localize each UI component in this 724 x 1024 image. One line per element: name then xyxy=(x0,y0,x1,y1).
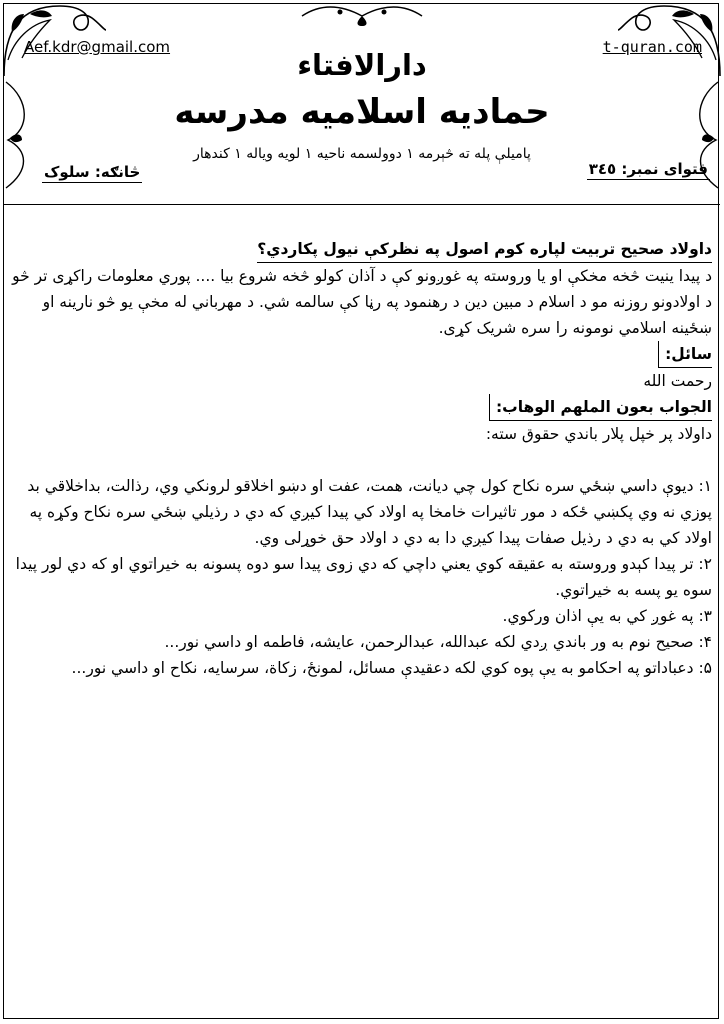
answer-point: ۳: په غوږ کي به یې اذان ورکوي. xyxy=(502,607,712,625)
top-center-ornament-icon xyxy=(300,2,424,28)
answer-point: ۲: تر پیدا کېدو وروسته به عقیقه کوي یعني داچي که دي زوی پیدا سو دوه پسونه به خیراتوي او که دي لور پیدا سوه یو پسه به خیراتوي. xyxy=(15,555,712,599)
page-title-dar-al-ifta: دارالافتاء xyxy=(297,48,427,82)
header-divider xyxy=(4,204,720,205)
fatwa-body xyxy=(10,236,712,681)
answer-point: ۱: دیوې داسي ښځي سره نکاح کول چي دیانت، همت، عفت او دښو اخلاقو لرونکي وي، رذالت، بداخلاقي بد پوزي نه وي پکښي ځکه د مور تاثیرات خامخا په اولاد کي پیدا کیږي که دي د رذیلي ښځي سره نکاح وکړه په اولاد کي به دي د رذیل صفات پیدا کیږي دا به دي د اولاد حق خوړلی وي. xyxy=(27,477,712,547)
answer-heading: الجواب بعون الملهم الوهاب: xyxy=(489,394,712,421)
section-label: څانګه: سلوک xyxy=(44,163,141,181)
fatwa-number: فتوای نمبر: ٣٤٥ xyxy=(588,160,708,178)
answer-point: ۴: صحیح نوم به ور باندي ږدي لکه عبدالله، عبدالرحمن، عایشه، فاطمه او داسي نور... xyxy=(164,633,712,651)
answer-point: ۵: دعباداتو په احکامو به یې پوه کوي لکه دعقیدې مسائل، لمونځ، زکاة، سرسایه، نکاح او داسي نور... xyxy=(71,659,712,677)
email-address[interactable]: Aef.kdr@gmail.com xyxy=(24,38,171,56)
madrasa-address: پاميلې پله ته څېرمه ١ دوولسمه ناحيه ١ لويه وياله ١ كندهار xyxy=(193,146,531,162)
website-url[interactable]: t-quran.com xyxy=(602,38,702,56)
question-text: د پیدا ینیت څخه مخکې او یا وروسته په غوږونو کې د آذان کولو څخه شروع بیا .... پوري معلومات راکړی تر څو د اولادونو روزنه مو د اسلام د مبین دین د رهنمود په رڼا کې سالمه شي. د مهرباني له مخې یو څو نارینه او ښځینه اسلامي نومونه را سره شریک کړی. xyxy=(12,267,712,337)
answer-intro: داولاد پر خپل پلار باندي حقوق سته: xyxy=(485,425,712,443)
question-title: داولاد صحیح تربیت لپاره کوم اصول په نظرکې نیول پکاردي؟ xyxy=(257,236,712,263)
spacer xyxy=(10,447,712,473)
asker-label: سائل: xyxy=(658,341,712,368)
madrasa-name: حمادیه اسلامیه مدرسه xyxy=(174,92,550,132)
asker-name: رحمت الله xyxy=(643,372,712,390)
